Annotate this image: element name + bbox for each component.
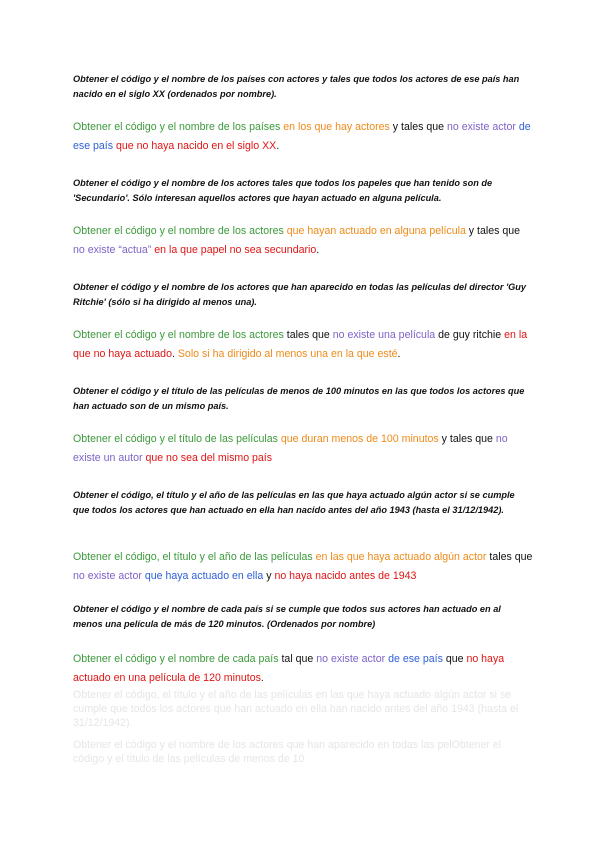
answer-segment: que haya actuado en ella (141, 570, 264, 582)
answer-segment: Obtener el código y el nombre de los actores (73, 329, 287, 341)
exercise-2-answer (73, 222, 533, 260)
answer-segment: de guy ritchie (435, 329, 505, 341)
answer-segment: . (316, 244, 320, 256)
answer-segment: Obtener el código y el nombre de los actores (73, 225, 287, 237)
exercise-6-question: Obtener el código y el nombre de cada país si se cumple que todos sus actores han actuado en al menos una película de más de 120 minutos. (Ordenados por nombre) (73, 604, 501, 629)
exercise-1-answer (73, 118, 533, 156)
answer-segment: de ese país (385, 653, 443, 665)
answer-segment: en los que hay actores (283, 121, 390, 133)
answer-segment: no existe actor (446, 121, 516, 133)
answer-segment: Obtener el código y el título de las películas (73, 433, 281, 445)
answer-segment: de ese país (73, 121, 531, 152)
answer-segment: que hayan actuado en alguna película (286, 225, 466, 237)
exercise-3-question: Obtener el código y el nombre de los actores que han aparecido en todas las películas del director 'Guy Ritchie' (sólo si ha dirigido al menos una). (73, 282, 527, 307)
exercise-4-question: Obtener el código y el título de las películas de menos de 100 minutos en las que todos los actores que han actuado son de un mismo país. (73, 386, 525, 411)
answer-segment: tal que (281, 653, 317, 665)
answer-segment: y (263, 570, 275, 582)
answer-segment: no haya nacido antes de 1943 (274, 570, 417, 582)
faded-text-1: Obtener el código, el título y el año de las películas en las que haya actuado algún actor si se cumple que todos los actores que han actuado en ella han nacido antes del año 1943 (hasta el 31/12/1942). (73, 689, 519, 729)
answer-segment: tales que (486, 551, 533, 563)
answer-segment: Obtener el código y el nombre de los países (73, 121, 284, 133)
exercise-1-question: Obtener el código y el nombre de los países con actores y tales que todos los actores de ese país han nacido en el siglo XX (ordenados por nombre). (73, 74, 520, 99)
answer-segment: que duran menos de 100 minutos (280, 433, 439, 445)
answer-segment: que no sea del mismo país (142, 452, 273, 464)
exercise-3-answer (73, 326, 533, 364)
answer-segment: que (442, 653, 467, 665)
answer-segment: no existe un autor (73, 433, 508, 464)
exercise-2-question: Obtener el código y el nombre de los actores tales que todos los papeles que han tenido son de 'Secundario'. Sólo interesan aquellos actores que hayan actuado en alguna película. (73, 178, 493, 203)
exercise-5-question: Obtener el código, el título y el año de las películas en las que haya actuado algún actor si se cumple que todos los actores que han actuado en ella han nacido antes del año 1943 (hasta el 31/12/1942). (73, 490, 515, 515)
answer-segment: . (397, 348, 401, 360)
answer-segment: no haya actuado en una película de 120 minutos (73, 653, 505, 684)
answer-segment: en las que haya actuado algún actor (315, 551, 487, 563)
answer-segment: y tales que (438, 433, 496, 445)
answer-segment: Solo si ha dirigido al menos una en la que esté (177, 348, 398, 360)
answer-segment: . (276, 140, 280, 152)
answer-segment: no existe una película (332, 329, 436, 341)
answer-segment: y tales que (465, 225, 521, 237)
exercise-5-answer (73, 548, 533, 586)
answer-segment: que no haya nacido en el siglo XX (113, 140, 277, 152)
answer-segment: Obtener el código, el título y el año de las películas (73, 551, 316, 563)
answer-segment: y tales que (389, 121, 447, 133)
answer-segment: en la que no haya actuado (73, 329, 528, 360)
answer-segment: no existe “actua” (73, 244, 152, 256)
faded-text-2: Obtener el código y el nombre de los actores que han aparecido en todas las pelObtener el código y el título de las películas de menos de 10 (73, 739, 502, 765)
answer-segment: . (171, 348, 178, 360)
answer-segment: no existe actor (73, 570, 142, 582)
answer-segment: tales que (286, 329, 333, 341)
answer-segment: Obtener el código y el nombre de cada país (73, 653, 282, 665)
exercise-6-answer (73, 650, 533, 688)
answer-segment: en la que papel no sea secundario (151, 244, 317, 256)
answer-segment: . (260, 672, 264, 684)
answer-segment: no existe actor (316, 653, 386, 665)
exercise-4-answer (73, 430, 533, 468)
